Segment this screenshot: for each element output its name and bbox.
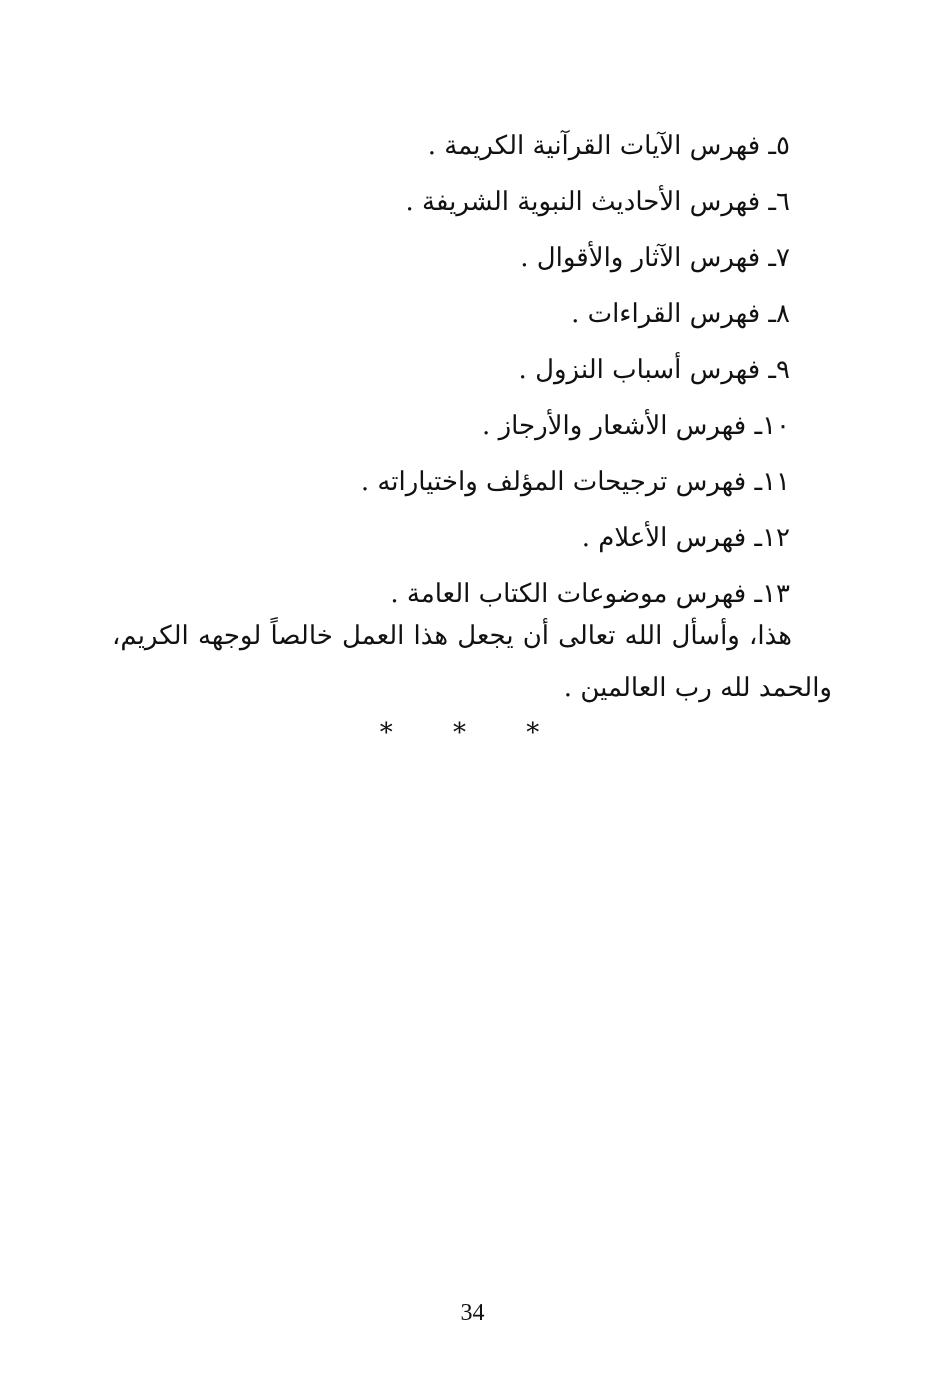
list-item: ٩ـ فهرس أسباب النزول . xyxy=(518,355,790,385)
list-item: ٦ـ فهرس الأحاديث النبوية الشريفة . xyxy=(405,187,790,217)
closing-line: والحمد لله رب العالمين . xyxy=(563,673,832,703)
list-item: ١٣ـ فهرس موضوعات الكتاب العامة . xyxy=(390,579,790,609)
closing-paragraph xyxy=(112,610,832,714)
closing-line: هذا، وأسأل الله تعالى أن يجعل هذا العمل خالصاً لوجهه الكريم، xyxy=(112,621,792,651)
section-separator: * * * xyxy=(379,718,566,748)
index-list xyxy=(90,118,790,622)
list-item: ١٢ـ فهرس الأعلام . xyxy=(581,523,790,553)
list-item: ١١ـ فهرس ترجيحات المؤلف واختياراته . xyxy=(360,467,790,497)
list-item: ٧ـ فهرس الآثار والأقوال . xyxy=(520,243,790,273)
page-number: 34 xyxy=(460,1300,485,1326)
list-item: ٨ـ فهرس القراءات . xyxy=(571,299,790,329)
list-item: ١٠ـ فهرس الأشعار والأرجاز . xyxy=(482,411,790,441)
list-item: ٥ـ فهرس الآيات القرآنية الكريمة . xyxy=(427,131,790,161)
